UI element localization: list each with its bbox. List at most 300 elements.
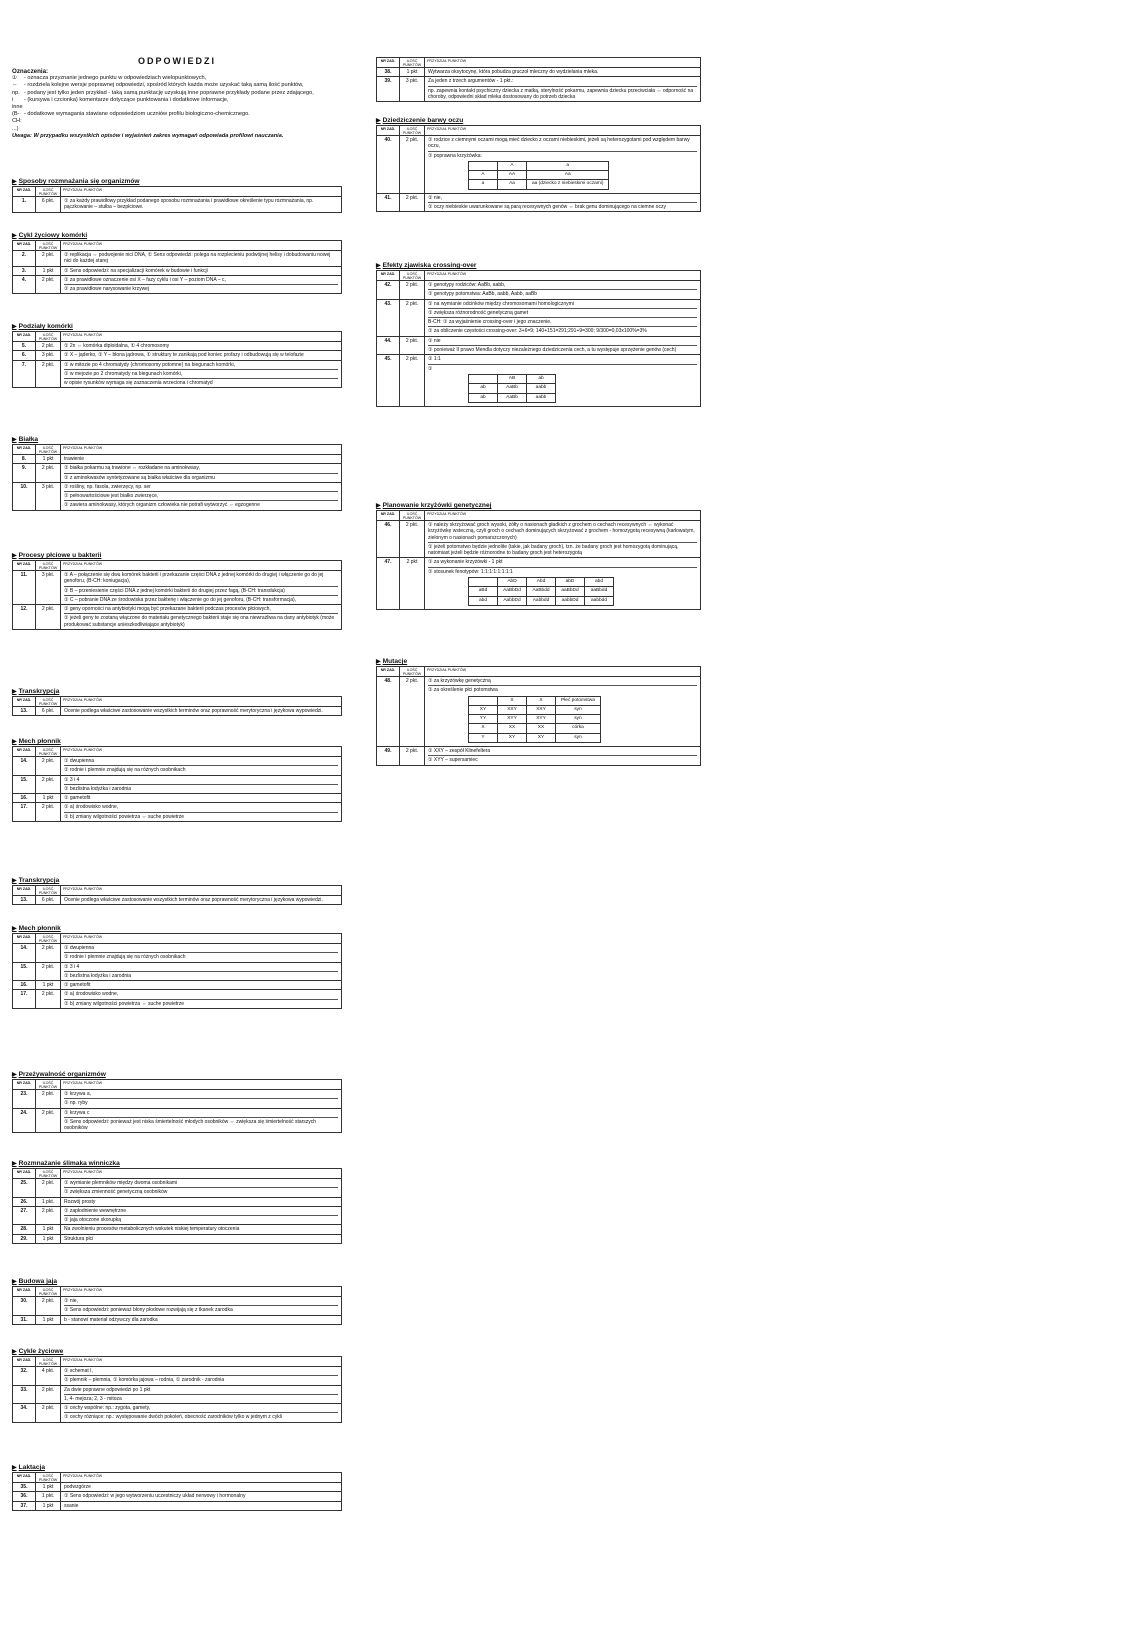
grid-cell: abd	[585, 578, 614, 587]
task-number: 36.	[13, 1492, 36, 1501]
task-number: 40.	[377, 136, 400, 194]
grid-cell	[469, 578, 498, 587]
answer-line: ① b) zmiany wilgotności powietrza ⇔ suche powietrze	[64, 999, 338, 1007]
table-header-row	[13, 1473, 342, 1483]
task-points: 4 pkt.	[36, 1367, 61, 1386]
arrow-right-icon: ▶	[12, 739, 17, 745]
table-row	[377, 355, 701, 406]
grid-cell: A	[469, 171, 498, 180]
answer-line: ① poprawna krzyżówka:	[428, 151, 697, 159]
header-description: PRZYDZIAŁ PUNKTÓW	[61, 747, 342, 757]
answer-table	[12, 1472, 342, 1511]
answer-line: Wytwarza oksytocynę, która pobudza gruczoł mleczny do wydzielania mleka.	[428, 69, 599, 75]
task-number: 9.	[13, 464, 36, 483]
arrow-right-icon: ▶	[12, 553, 17, 559]
table-row	[13, 896, 342, 905]
task-points: 2 pkt.	[400, 193, 425, 212]
section-heading	[376, 658, 701, 666]
answer-line: ① za prawidłowe narysowanie krzywej	[64, 284, 338, 292]
grid-cell: syn	[556, 715, 601, 724]
legend-symbol: np.	[12, 89, 20, 96]
header-description: PRZYDZIAŁ PUNKTÓW	[61, 1357, 342, 1367]
task-number: 6.	[13, 351, 36, 360]
header-points: ILOŚĆ PUNKTÓW	[36, 886, 61, 896]
arrow-right-icon: ▶	[12, 233, 17, 239]
grid-cell: AbD	[498, 578, 527, 587]
header-points: ILOŚĆ PUNKTÓW	[36, 934, 61, 944]
task-number: 26.	[13, 1197, 36, 1206]
answer-table	[12, 444, 342, 511]
answer-line: w opisie rysunków wymaga się zaznaczenia wrzeciona i chromatyd	[64, 378, 338, 386]
table-row	[13, 1090, 342, 1109]
answer-line: ① za określenie płci potomstwa	[428, 685, 697, 693]
task-description	[61, 455, 342, 464]
task-description	[61, 1179, 342, 1198]
answer-line: ① wymianie plemników między dwoma osobnikami	[64, 1180, 178, 1186]
task-description	[425, 747, 701, 766]
header-description: PRZYDZIAŁ PUNKTÓW	[61, 886, 342, 896]
legend-text: - rozdziela kolejne wersje poprawnej odpowiedzi, spośród których każda może uzyskać taką samą ilość punktów,	[24, 82, 304, 89]
task-number: 16.	[13, 794, 36, 803]
section-heading	[12, 877, 342, 885]
task-number: 48.	[377, 677, 400, 747]
grid-cell: ab	[469, 393, 498, 402]
arrow-right-icon: ▶	[376, 263, 381, 269]
header-nr: NR ZAD.	[13, 697, 36, 707]
answer-line: ① białka pokarmu są trawione ⇔ rozkładane na aminokwasy,	[64, 465, 200, 472]
answer-table	[12, 746, 342, 822]
task-description	[61, 482, 342, 510]
answer-line: ① w mitozie po 4 chromatydy (chromosomy potomne) na biegunach komórki,	[64, 361, 235, 368]
answer-line: ① za prawidłowe oznaczenie osi X – fazy cyklu i osi Y – poziom DNA – c,	[64, 276, 226, 283]
arrow-right-icon: ▶	[12, 926, 17, 932]
task-points: 2 pkt.	[400, 677, 425, 747]
answer-line: B-CH: ① za wyjaśnienie crossing-over i jego znaczenie.	[428, 317, 697, 325]
answer-line: ① dwupienna	[64, 945, 95, 951]
section-mech	[12, 738, 342, 822]
answer-table	[12, 186, 342, 213]
header-points: ILOŚĆ PUNKTÓW	[36, 241, 61, 251]
task-description	[61, 342, 342, 351]
header-description: PRZYDZIAŁ PUNKTÓW	[61, 187, 342, 197]
header-nr: NR ZAD.	[377, 511, 400, 521]
grid-cell: Płeć potomstwa	[556, 696, 601, 705]
grid-cell: XX	[527, 724, 556, 733]
table-row	[13, 266, 342, 275]
answer-line: ① za każdy prawidłowy przykład podanego sposobu rozmnażania i prawidłowe określenie typu rozmnażania, np. pączkowanie – stułba – bezpłciowe.	[64, 198, 314, 211]
task-description	[61, 275, 342, 294]
answer-line: ① z aminokwasów syntetyzowane są białka właściwe dla organizmu	[64, 473, 338, 481]
header-nr: NR ZAD.	[377, 667, 400, 677]
answer-line: ssanie	[64, 1502, 79, 1509]
task-number: 5.	[13, 342, 36, 351]
table-header-row	[13, 445, 342, 455]
table-row	[13, 571, 342, 605]
table-row	[13, 1385, 342, 1404]
table-header-row	[13, 697, 342, 707]
grid-cell: XYY	[527, 715, 556, 724]
task-points: 6 pkt.	[36, 197, 61, 213]
answer-table	[12, 933, 342, 1009]
answer-table	[12, 560, 342, 630]
task-description	[425, 558, 701, 609]
task-number: 10.	[13, 482, 36, 510]
header-description: PRZYDZIAŁ PUNKTÓW	[61, 561, 342, 571]
table-row	[377, 68, 701, 77]
answer-table	[376, 57, 701, 102]
table-row	[377, 747, 701, 766]
grid-cell: abD	[556, 578, 585, 587]
answer-line: ① replikacja ⇔ podwojenie nici DNA, ① Sens odpowiedzi: polega na rozplecieniu podwójnej helisy i dobudowaniu nowej nici do każdej starej	[64, 252, 331, 265]
answer-line: ① Sens odpowiedzi: na specjalizacji komórek w budowie i funkcji	[64, 267, 208, 274]
legend-heading: Oznaczenia:	[12, 68, 49, 75]
task-number: 39.	[377, 77, 400, 102]
grid-cell: a	[469, 180, 498, 189]
header-points: ILOŚĆ PUNKTÓW	[400, 667, 425, 677]
grid-cell: XYY	[498, 715, 527, 724]
header-points: ILOŚĆ PUNKTÓW	[36, 445, 61, 455]
answer-line: ① plemnik – plemnia, ① komórka jajowa – rodnia, ① zarodnik - zarodnia	[64, 1375, 338, 1383]
task-number: 34.	[13, 1404, 36, 1423]
section-mutacje	[376, 658, 701, 766]
section-title: Rozmnażanie ślimaka winniczka	[18, 1160, 120, 1167]
legend-symbol: ⇔	[12, 82, 18, 89]
legend-symbol: ①	[12, 75, 18, 82]
task-description	[425, 299, 701, 336]
section-przezywalnosc	[12, 1071, 342, 1133]
answer-line: ① genotypy potomstwa: AaBb, aabb, Aabb, aaBb	[428, 289, 697, 297]
answer-table	[376, 666, 701, 766]
section-heading	[12, 1348, 342, 1356]
table-header-row	[13, 886, 342, 896]
task-description	[425, 355, 701, 406]
task-points: 1 pkt.	[36, 1197, 61, 1206]
table-row	[377, 558, 701, 609]
task-number: 27.	[13, 1206, 36, 1225]
arrow-right-icon: ▶	[12, 1465, 17, 1471]
answer-line: ① X – jąderko, ① Y – błona jądrowa, ① struktury te zanikają pod koniec profazy i odbudowują się w telofazie	[64, 352, 304, 359]
task-points: 2 pkt.	[36, 360, 61, 388]
table-row	[13, 1206, 342, 1225]
task-number: 45.	[377, 355, 400, 406]
task-number: 28.	[13, 1225, 36, 1234]
punnett-square	[468, 374, 556, 403]
task-description	[61, 1225, 342, 1234]
task-points: 2 pkt.	[36, 275, 61, 294]
table-row	[13, 1234, 342, 1243]
answer-line: ①	[428, 364, 697, 372]
table-header-row	[377, 511, 701, 521]
answer-line: ① XXY – zespół Klinefeltera	[428, 748, 491, 755]
task-points: 2 pkt.	[400, 747, 425, 766]
answer-line: ① nie,	[428, 194, 442, 201]
task-number: 38.	[377, 68, 400, 77]
answer-table	[12, 1079, 342, 1133]
task-description	[61, 1090, 342, 1109]
header-points: ILOŚĆ PUNKTÓW	[400, 271, 425, 281]
section-title: Efekty zjawiska crossing-over	[382, 262, 477, 269]
header-nr: NR ZAD.	[377, 126, 400, 136]
answer-line: 1, 4- mejoza; 2, 3 - mitoza	[64, 1394, 338, 1402]
task-description	[61, 360, 342, 388]
grid-cell: Abd	[527, 578, 556, 587]
table-row	[377, 336, 701, 355]
answer-line: ① zwiększa zmienność genetyczną osobników	[64, 1187, 338, 1195]
section-title: Planowanie krzyżówki genetycznej	[382, 502, 492, 509]
answer-line: Na zwolnieniu procesów metabolicznych wskutek niskiej temperatury otoczenia	[64, 1226, 240, 1233]
page-title: ODPOWIEDZI	[138, 56, 216, 66]
task-number: 46.	[377, 521, 400, 558]
answer-line: ① cechy różniące: np.: występowanie dwóch pokoleń, obecność zarodników tylko w jednym z cykli	[64, 1412, 338, 1420]
table-row	[13, 351, 342, 360]
task-points: 1 pkt	[36, 1225, 61, 1234]
task-number: 4.	[13, 275, 36, 294]
section-oczy	[376, 117, 701, 212]
answer-line: ① jeżeli geny te zostaną włączone do materiału genetycznego bakterii staje się ona niewrażliwa na dany antybiotyk (może produkować substancje unieszkodliwiające antybiotyk)	[64, 613, 338, 628]
answer-line: ① A – połączenie się dwu komórek bakterii i przekazanie części DNA z jednej komórki do drugiej i włączenie go do jej genoforu, (B-CH: koniugacja),	[64, 572, 324, 585]
header-nr: NR ZAD.	[377, 271, 400, 281]
answer-line: ① gametofit	[64, 795, 91, 802]
legend-symbol: i inne	[12, 96, 23, 111]
task-points: 2 pkt.	[36, 757, 61, 776]
task-description	[61, 464, 342, 483]
section-title: Przeżywalność organizmów	[18, 1071, 106, 1078]
table-row	[13, 1492, 342, 1501]
header-points: ILOŚĆ PUNKTÓW	[36, 697, 61, 707]
section-heading	[12, 323, 342, 331]
grid-cell: aa (dziecko z niebieskimi oczami)	[527, 180, 609, 189]
grid-cell: X	[498, 696, 527, 705]
legend-text: - (kursywa i czcionka) komentarze dotyczące punktowania i dodatkowe informacje,	[24, 96, 229, 103]
table-header-row	[13, 1169, 342, 1179]
answer-line: ① nie	[428, 337, 441, 344]
section-mech-repeat	[12, 925, 342, 1009]
section-crossing	[376, 262, 701, 407]
section-laktacja	[12, 1464, 342, 1511]
task-description	[61, 1483, 342, 1492]
task-points: 2 pkt.	[400, 355, 425, 406]
answer-line: ① schemat I,	[64, 1368, 93, 1374]
table-header-row	[377, 126, 701, 136]
grid-cell: AA	[498, 171, 527, 180]
task-points: 2 pkt.	[36, 464, 61, 483]
section-transkrypcja	[12, 688, 342, 716]
header-description: PRZYDZIAŁ PUNKTÓW	[61, 1080, 342, 1090]
task-description	[61, 896, 342, 905]
answer-line: ① krzywa a,	[64, 1091, 91, 1097]
task-number: 42.	[377, 281, 400, 300]
section-heading	[376, 262, 701, 270]
table-row	[13, 944, 342, 963]
table-row	[13, 1483, 342, 1492]
answer-line: ① należy skrzyżować groch wysoki, żółty o nasionach gładkich z grochem o cechach recesywnych ⇔ wykonać krzyżówkę wsteczną, czyli groch o cechach dominujących skrzyżować z grochem - homozygotą recesywną (karłowatym, zielonym o nasionach pomarszczonych)	[428, 522, 695, 541]
header-nr: NR ZAD.	[13, 1080, 36, 1090]
grid-cell: Aa	[527, 171, 609, 180]
arrow-right-icon: ▶	[12, 324, 17, 330]
task-description	[61, 757, 342, 776]
grid-cell: AabbDd	[498, 596, 527, 605]
task-description	[425, 136, 701, 194]
answer-table	[12, 331, 342, 388]
task-points: 2 pkt.	[36, 990, 61, 1009]
answer-line: ① 2n ⇔ komórka diploidalna, ① 4 chromosomy	[64, 343, 170, 349]
task-description	[61, 266, 342, 275]
answer-line: ① rodzice z ciemnymi oczami mogą mieć dziecko z oczami niebieskimi, jeżeli są heterozygotami pod względem barwy oczu,	[428, 137, 690, 150]
answer-line: ① zawiera aminokwasy, których organizm człowieka nie potrafi wytworzyć ⇔ egzogenne	[64, 500, 338, 508]
header-points: ILOŚĆ PUNKTÓW	[400, 126, 425, 136]
section-heading	[376, 502, 701, 510]
answer-line: podwzgórze	[64, 1484, 91, 1490]
header-points: ILOŚĆ PUNKTÓW	[36, 1473, 61, 1483]
answer-line: ① rodnie i plemnie znajdują się na różnych osobnikach	[64, 765, 338, 773]
task-description	[61, 981, 342, 990]
task-points: 2 pkt.	[36, 944, 61, 963]
answer-line: ① 3 i 4	[64, 776, 80, 783]
header-nr: NR ZAD.	[13, 1357, 36, 1367]
answer-table	[12, 885, 342, 905]
header-description: PRZYDZIAŁ PUNKTÓW	[61, 1287, 342, 1297]
answer-line: ① bezlistna łodyżka i zarodnia	[64, 784, 338, 792]
table-row	[13, 482, 342, 510]
table-row	[13, 794, 342, 803]
grid-cell: AB	[498, 374, 527, 383]
table-row	[377, 136, 701, 194]
answer-line: b - stanowi materiał odżywczy dla zarodka	[64, 1316, 158, 1323]
answer-line: Za jeden z trzech argumentów - 1 pkt.:	[428, 78, 514, 85]
answer-line: ① za wykonanie krzyżówki - 1 pkt	[428, 559, 503, 566]
task-points: 1 pkt	[36, 981, 61, 990]
answer-line: Ocenie podlega właściwe zastosowanie wszystkich terminów oraz poprawność merytoryczna i językowa wypowiedzi.	[64, 897, 323, 903]
section-heading	[12, 232, 342, 240]
punnett-square	[468, 161, 609, 190]
section-title: Cykl życiowy komórki	[18, 232, 88, 239]
table-header-row	[13, 332, 342, 342]
section-heading	[12, 436, 342, 444]
header-nr: NR ZAD.	[13, 332, 36, 342]
task-number: 43.	[377, 299, 400, 336]
grid-cell: ab	[527, 374, 556, 383]
section-title: Dziedziczenie barwy oczu	[382, 117, 464, 124]
task-points: 1 pkt	[36, 1315, 61, 1324]
grid-cell: AaBbDd	[498, 587, 527, 596]
grid-cell: Aa	[498, 180, 527, 189]
table-row	[13, 1367, 342, 1386]
task-description	[61, 1501, 342, 1510]
task-points: 2 pkt.	[36, 962, 61, 981]
header-points: ILOŚĆ PUNKTÓW	[400, 58, 425, 68]
task-description	[425, 68, 701, 77]
answer-line: ① Sens odpowiedzi: ponieważ jest niska śmiertelność młodych osobników ⇔ zwiększa się śmiertelność starszych osobników	[64, 1117, 338, 1132]
answer-line: ① Sens odpowiedzi: w jego wytworzeniu uczestniczy układ nerwowy i hormonalny	[64, 1493, 246, 1500]
answer-line: ① cechy wspólne: np.: zygota, gamety,	[64, 1405, 151, 1412]
grid-cell: syn	[556, 733, 601, 742]
table-row	[13, 1315, 342, 1324]
grid-cell: syn	[556, 705, 601, 714]
task-number: 2.	[13, 251, 36, 267]
answer-table	[12, 1286, 342, 1325]
header-description: PRZYDZIAŁ PUNKTÓW	[425, 126, 701, 136]
answer-line: ① za krzyżówkę genetyczną	[428, 678, 491, 684]
header-nr: NR ZAD.	[13, 187, 36, 197]
task-number: 37.	[13, 1501, 36, 1510]
answer-line: ① za obliczenie częstości crossing-over: 3+6=9; 140+151=291;291+9=300; 9/300=0,03x100%=3%	[428, 326, 697, 334]
header-nr: NR ZAD.	[13, 561, 36, 571]
task-points: 3 pkt.	[36, 482, 61, 510]
table-row	[13, 342, 342, 351]
legend-symbol: (B-CH: ...)	[12, 111, 22, 132]
task-description	[425, 677, 701, 747]
task-number: 29.	[13, 1234, 36, 1243]
task-number: 35.	[13, 1483, 36, 1492]
task-number: 17.	[13, 990, 36, 1009]
grid-cell: a	[527, 161, 609, 170]
answer-table	[376, 510, 701, 610]
grid-cell: ab	[469, 384, 498, 393]
answer-line: ① a) środowisko wodne,	[64, 991, 119, 998]
arrow-right-icon: ▶	[12, 1279, 17, 1285]
answer-line: ① b) zmiany wilgotności powietrza ⇔ suche powietrze	[64, 812, 338, 820]
section-heading	[12, 688, 342, 696]
task-number: 17.	[13, 803, 36, 822]
task-description	[61, 1197, 342, 1206]
table-row	[13, 1197, 342, 1206]
table-row	[377, 677, 701, 747]
section-heading	[12, 738, 342, 746]
grid-cell: X	[469, 724, 498, 733]
header-nr: NR ZAD.	[377, 58, 400, 68]
section-slimak	[12, 1160, 342, 1244]
task-points: 3 pkt.	[400, 77, 425, 102]
task-description	[61, 1367, 342, 1386]
task-number: 11.	[13, 571, 36, 605]
task-points: 2 pkt.	[36, 1090, 61, 1109]
table-row	[377, 281, 701, 300]
answer-table	[12, 1356, 342, 1423]
task-points: 1 pkt	[36, 1483, 61, 1492]
task-description	[425, 77, 701, 102]
table-row	[13, 1108, 342, 1133]
section-heading	[12, 552, 342, 560]
task-points: 1 pkt	[400, 68, 425, 77]
section-heading	[12, 178, 342, 186]
grid-cell: Y	[469, 733, 498, 742]
arrow-right-icon: ▶	[12, 437, 17, 443]
arrow-right-icon: ▶	[12, 1072, 17, 1078]
answer-line: Ocenie podlega właściwe zastosowanie wszystkich terminów oraz poprawność merytoryczna i językowa wypowiedzi.	[64, 708, 323, 714]
task-points: 2 pkt.	[36, 1108, 61, 1133]
task-description	[61, 1234, 342, 1243]
task-number: 24.	[13, 1108, 36, 1133]
answer-line: ① rośliny, np. fasola, zwierzęcy, np. ser	[64, 483, 151, 490]
answer-line: Struktura płci	[64, 1235, 94, 1242]
header-points: ILOŚĆ PUNKTÓW	[36, 1169, 61, 1179]
answer-line: ① 1:1	[428, 356, 441, 363]
answer-line: Za dwie poprawne odpowiedzi po 1 pkt	[64, 1386, 151, 1393]
answer-table	[12, 696, 342, 716]
table-header-row	[13, 561, 342, 571]
task-number: 30.	[13, 1297, 36, 1316]
header-points: ILOŚĆ PUNKTÓW	[400, 511, 425, 521]
answer-line: ① w mejozie po 2 chromatydy na biegunach komórki,	[64, 369, 338, 377]
table-header-row	[377, 667, 701, 677]
arrow-right-icon: ▶	[12, 179, 17, 185]
task-points: 2 pkt.	[36, 803, 61, 822]
legend	[12, 68, 342, 140]
task-number: 14.	[13, 757, 36, 776]
grid-cell: aabb	[527, 393, 556, 402]
task-description	[425, 336, 701, 355]
task-number: 13.	[13, 707, 36, 716]
